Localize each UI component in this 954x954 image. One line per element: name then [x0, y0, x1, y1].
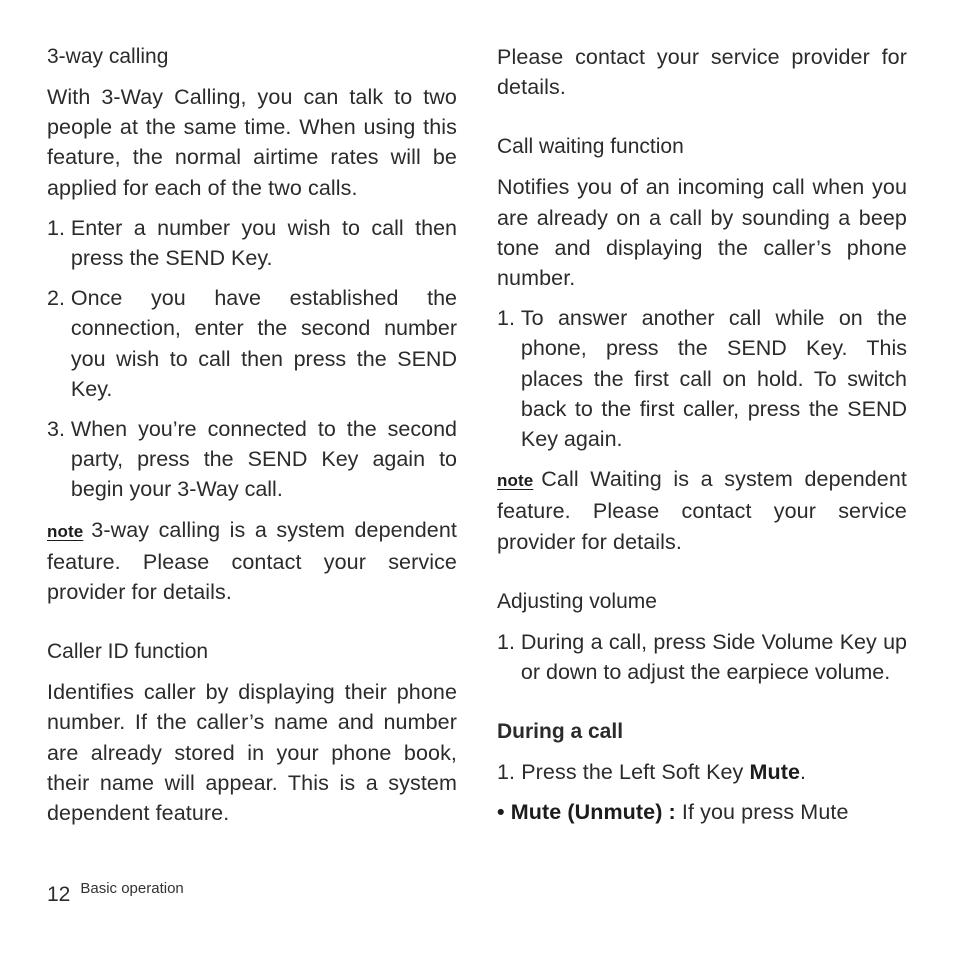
page-number: 12 [47, 883, 71, 906]
3way-steps [47, 213, 457, 505]
page-footer [47, 880, 184, 908]
callwaiting-steps [497, 303, 907, 454]
list-item: 1. During a call, press Side Volume Key up or down to adjust the earpiece volume. [497, 629, 907, 685]
list-item: 1. To answer another call while on the phone, press the SEND Key. This places the first call on hold. To switch back to the first caller, press the SEND Key again. [497, 306, 907, 452]
callwaiting-note: note Call Waiting is a system dependent feature. Please contact your service provider for details. [497, 467, 907, 554]
volume-steps [497, 627, 907, 687]
duringcall-step: 1. Press the Left Soft Key Mute. [497, 760, 807, 785]
note-label: note [47, 521, 84, 541]
section-title-callerid: Caller ID function [47, 640, 209, 664]
right-column [497, 42, 907, 838]
section-title-volume: Adjusting volume [497, 589, 657, 613]
callerid-body: Identifies caller by displaying their phone number. If the caller’s name and number are already stored in your phone book, their name will appear. This is a system dependent feature. [47, 680, 457, 826]
left-column [47, 42, 457, 838]
section-title-callwaiting: Call waiting function [497, 135, 684, 159]
list-item: 1. Enter a number you wish to call then press the SEND Key. [47, 215, 457, 271]
list-item: 3. When you’re connected to the second party, press the SEND Key again to begin your 3-Way call. [47, 417, 457, 502]
footer-section-name: Basic operation [80, 880, 184, 897]
list-item: 2. Once you have established the connection, enter the second number you wish to call then press the SEND Key. [47, 286, 457, 401]
duringcall-bullet: • Mute (Unmute) : If you press Mute [497, 800, 849, 825]
callwaiting-body: Notifies you of an incoming call when you are already on a call by sounding a beep tone and displaying the caller’s phone number. [497, 175, 907, 291]
3way-intro: With 3-Way Calling, you can talk to two people at the same time. When using this feature, the normal airtime rates will be applied for each of the two calls. [47, 85, 457, 200]
continued-text: Please contact your service provider for details. [497, 45, 907, 100]
note-label: note [497, 471, 534, 491]
section-title-duringcall: During a call [497, 720, 624, 744]
section-title-3way: 3-way calling [47, 45, 169, 68]
3way-note: note 3-way calling is a system dependent feature. Please contact your service provider for details. [47, 517, 457, 605]
